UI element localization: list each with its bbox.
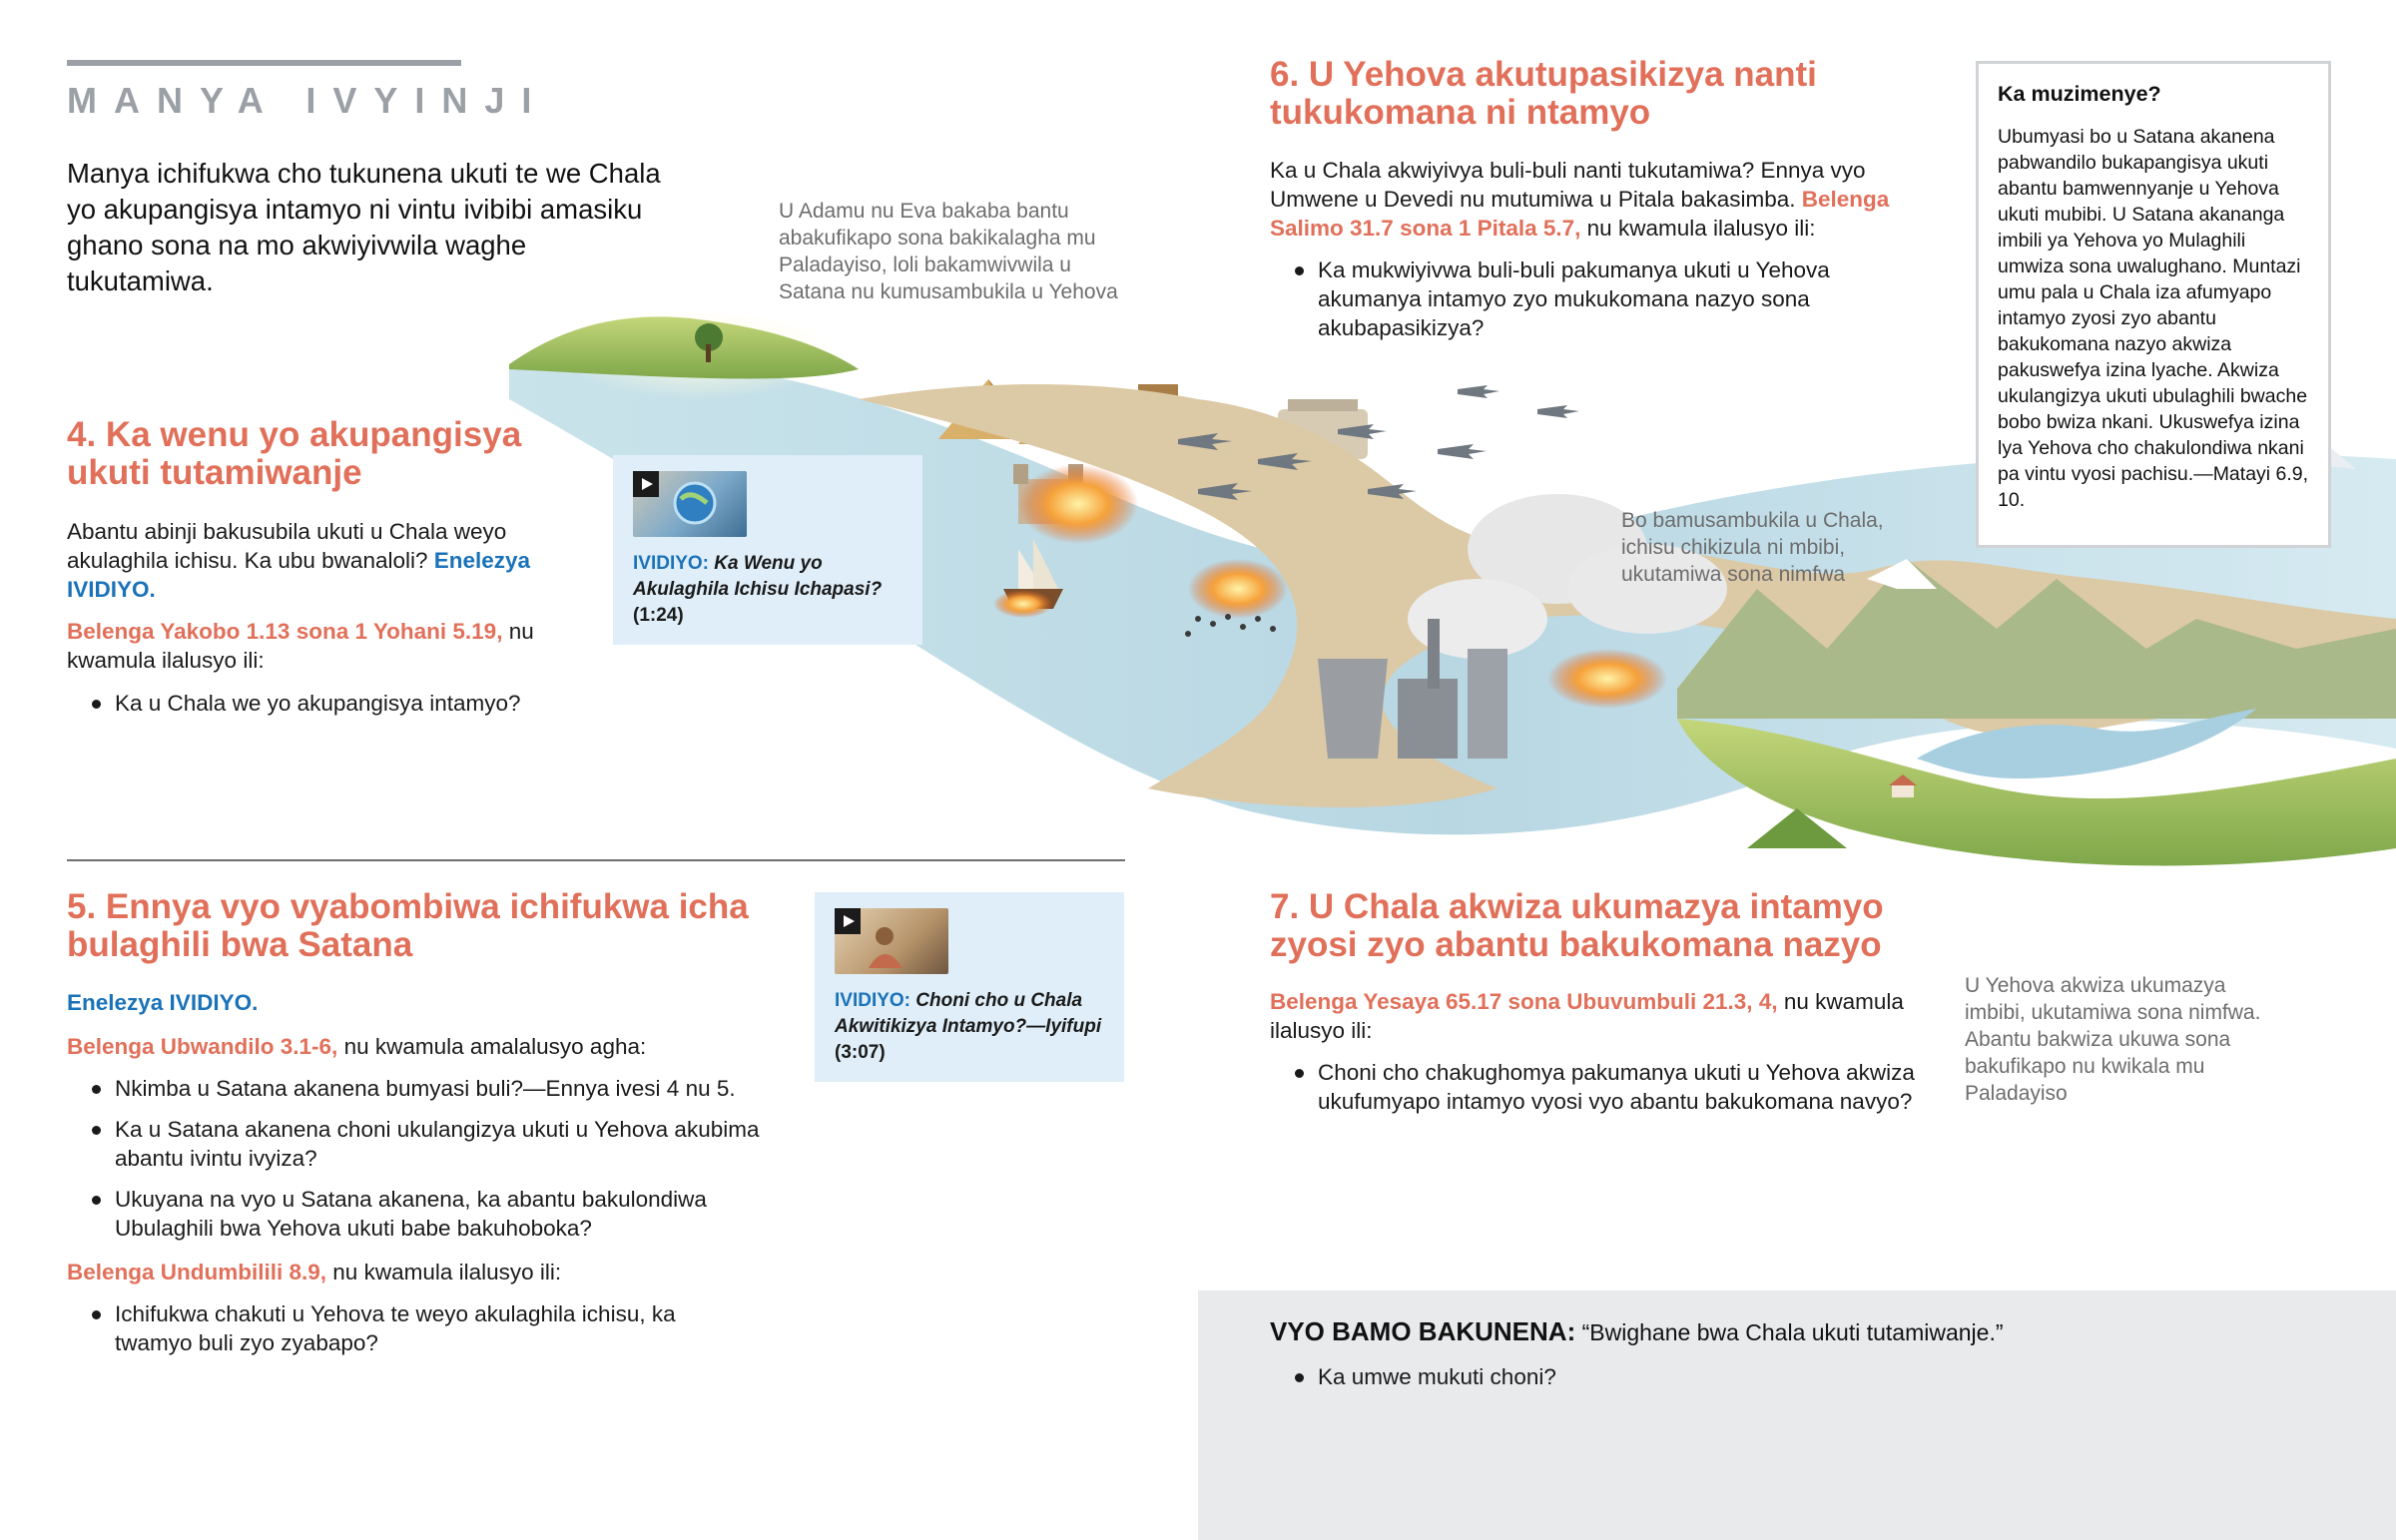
section-7-read: Belenga Yesaya 65.17 sona Ubuvumbuli 21.3, 4, nu kwamula ilalusyo ili:	[1270, 989, 1904, 1043]
section-5-read2-ref[interactable]: Belenga Undumbilili 8.9,	[67, 1260, 327, 1284]
section-6-bullets	[1270, 256, 1929, 354]
video-thumbnail[interactable]	[633, 471, 747, 537]
section-5-bullets-2	[67, 1299, 706, 1369]
list-item: Choni cho chakughomya pakumanya ukuti u Yehova akwiza ukufumyapo intamyo vyosi vyo abantu bakukomana navyo?	[1270, 1058, 1929, 1116]
section-4-text: Abantu abinji bakusubila ukuti u Chala weyo akulaghila ichisu. Ka ubu bwanaloli?	[67, 519, 507, 573]
section-5-read-1: Belenga Ubwandilo 3.1-6, nu kwamula amalalusyo agha:	[67, 1034, 647, 1059]
header-rule	[67, 60, 461, 66]
others-say-quote: “Bwighane bwa Chala ukuti tutamiwanje.”	[1575, 1319, 2004, 1345]
section-4-read-rest: nu kwamula ilalusyo ili:	[67, 619, 534, 673]
bullet-dot	[92, 1196, 101, 1205]
section-5-read-2: Belenga Undumbilili 8.9, nu kwamula ilalusyo ili:	[67, 1260, 562, 1284]
video-card-1[interactable]	[613, 455, 922, 645]
bullet-dot	[92, 1085, 101, 1094]
did-you-know-box	[1976, 61, 2331, 548]
section-5-read1-ref[interactable]: Belenga Ubwandilo 3.1-6,	[67, 1034, 338, 1059]
section-4-read	[67, 617, 586, 675]
bullet-dot	[92, 1126, 101, 1135]
list-item: Ichifukwa chakuti u Yehova te weyo akulaghila ichisu, ka twamyo buli zyo zyabapo?	[67, 1299, 706, 1357]
caption-adam-eve: U Adamu nu Eva bakaba bantu abakufikapo sona bakikalagha mu Paladayiso, loli bakamwivwila u Satana nu kumusambukila u Yehova	[779, 200, 1118, 303]
section-5-heading: 5. Ennya vyo vyabombiwa ichifukwa icha bulaghili bwa Satana	[67, 887, 749, 964]
section-6-heading: 6. U Yehova akutupasikizya nanti tukukomana ni ntamyo	[1270, 55, 1817, 132]
section-6-paragraph: Ka u Chala akwiyivya buli-buli nanti tukutamiwa? Ennya vyo Umwene u Devedi nu mutumiwa u Pitala bakasimba. Belenga Salimo 31.7 sona 1 Pitala 5.7, nu kwamula ilalusyo ili:	[1270, 158, 1890, 241]
bullet-dot	[1295, 1373, 1304, 1382]
video-card-2[interactable]	[815, 892, 1124, 1082]
list-item: Nkimba u Satana akanena bumyasi buli?—Ennya ivesi 4 nu 5.	[67, 1074, 796, 1103]
list-item: Ka umwe mukuti choni?	[1270, 1362, 1969, 1391]
caption-rebellion: Bo bamusambukila u Chala, ichisu chikizula ni mbibi, ukutamiwa sona nimfwa	[1621, 509, 1884, 586]
did-you-know-title: Ka muzimenye?	[1998, 82, 2161, 106]
did-you-know-text: Ubumyasi bo u Satana akanena pabwandilo bukapangisya ukuti abantu bamwennyanje u Yehova ukuti mubibi. U Satana akananga imbili ya Yehova yo Mulaghili umwiza sona uwalughano. Muntazi umu pala u Chala iza afumyapo intamyo zyosi zyo abantu bakukomana nazyo akwiza pakuswefya izina lyache. Akwiza ukulangizya ukuti ubulaghili bwache bobo bwiza nkani. Ukuswefya izina lya Yehova cho chakulondiwa nkani pa vintu vyosi pachisu.—Matayi 6.9, 10.	[1998, 126, 2309, 511]
section-5-watch-link[interactable]: Enelezya IVIDIYO.	[67, 990, 259, 1015]
others-say-panel	[1198, 1290, 2396, 1540]
list-item: Ka mukwiyivwa buli-buli pakumanya ukuti u Yehova akumanya intamyo zyo mukukomana nazyo sona akubapasikizya?	[1270, 256, 1929, 342]
bullet-dot	[92, 1310, 101, 1319]
intro-paragraph: Manya ichifukwa cho tukunena ukuti te we Chala yo akupangisya intamyo ni vintu ivibibi amasiku ghano sona na mo akwiyivwila waghe tukutamiwa.	[67, 158, 661, 296]
section-6-read-ref[interactable]: Belenga Salimo 31.7 sona 1 Pitala 5.7,	[1270, 187, 1890, 241]
bullet-dot	[1295, 266, 1304, 275]
bullet-dot	[92, 700, 101, 709]
list-item: Ka u Chala we yo akupangisya intamyo?	[67, 689, 586, 718]
section-4-bullets	[67, 689, 586, 730]
others-say-bullets	[1270, 1362, 1969, 1403]
section-4-paragraph	[67, 517, 566, 604]
section-7-heading: 7. U Chala akwiza ukumazya intamyo zyosi zyo abantu bakukomana nazyo	[1270, 887, 1884, 964]
play-icon[interactable]	[835, 908, 861, 934]
section-4-heading: 4. Ka wenu yo akupangisya ukuti tutamiwanje	[67, 415, 522, 492]
others-say-label: VYO BAMO BAKUNENA:	[1270, 1316, 1576, 1346]
others-say-line	[1270, 1316, 2004, 1347]
video-thumbnail[interactable]	[835, 908, 948, 974]
video-caption: IVIDIYO: Ka Wenu yo Akulaghila Ichisu Ichapasi? (1:24)	[633, 553, 883, 626]
caption-paradise: U Yehova akwiza ukumazya imbibi, ukutamiwa sona nimfwa. Abantu bakwiza ukuwa sona bakufikapo nu kwikala mu Paladayiso	[1965, 974, 2261, 1105]
bullet-dot	[1295, 1069, 1304, 1078]
section-7-read-ref[interactable]: Belenga Yesaya 65.17 sona Ubuvumbuli 21.3, 4,	[1270, 989, 1778, 1014]
list-item: Ukuyana na vyo u Satana akanena, ka abantu bakulondiwa Ubulaghili bwa Yehova ukuti babe bakuhoboka?	[67, 1185, 796, 1243]
divider	[67, 859, 1125, 861]
section-4-watch-link[interactable]: Enelezya IVIDIYO.	[67, 548, 531, 602]
section-4-read-ref[interactable]: Belenga Yakobo 1.13 sona 1 Yohani 5.19,	[67, 619, 503, 644]
page-title: MANYA IVYINJI	[67, 80, 549, 121]
play-icon[interactable]	[633, 471, 659, 497]
list-item: Ka u Satana akanena choni ukulangizya ukuti u Yehova akubima abantu ivintu ivyiza?	[67, 1115, 796, 1173]
video-caption: IVIDIYO: Choni cho u Chala Akwitikizya Intamyo?—Iyifupi (3:07)	[835, 990, 1102, 1063]
section-5-bullets-1	[67, 1074, 796, 1255]
section-7-bullets	[1270, 1058, 1929, 1128]
